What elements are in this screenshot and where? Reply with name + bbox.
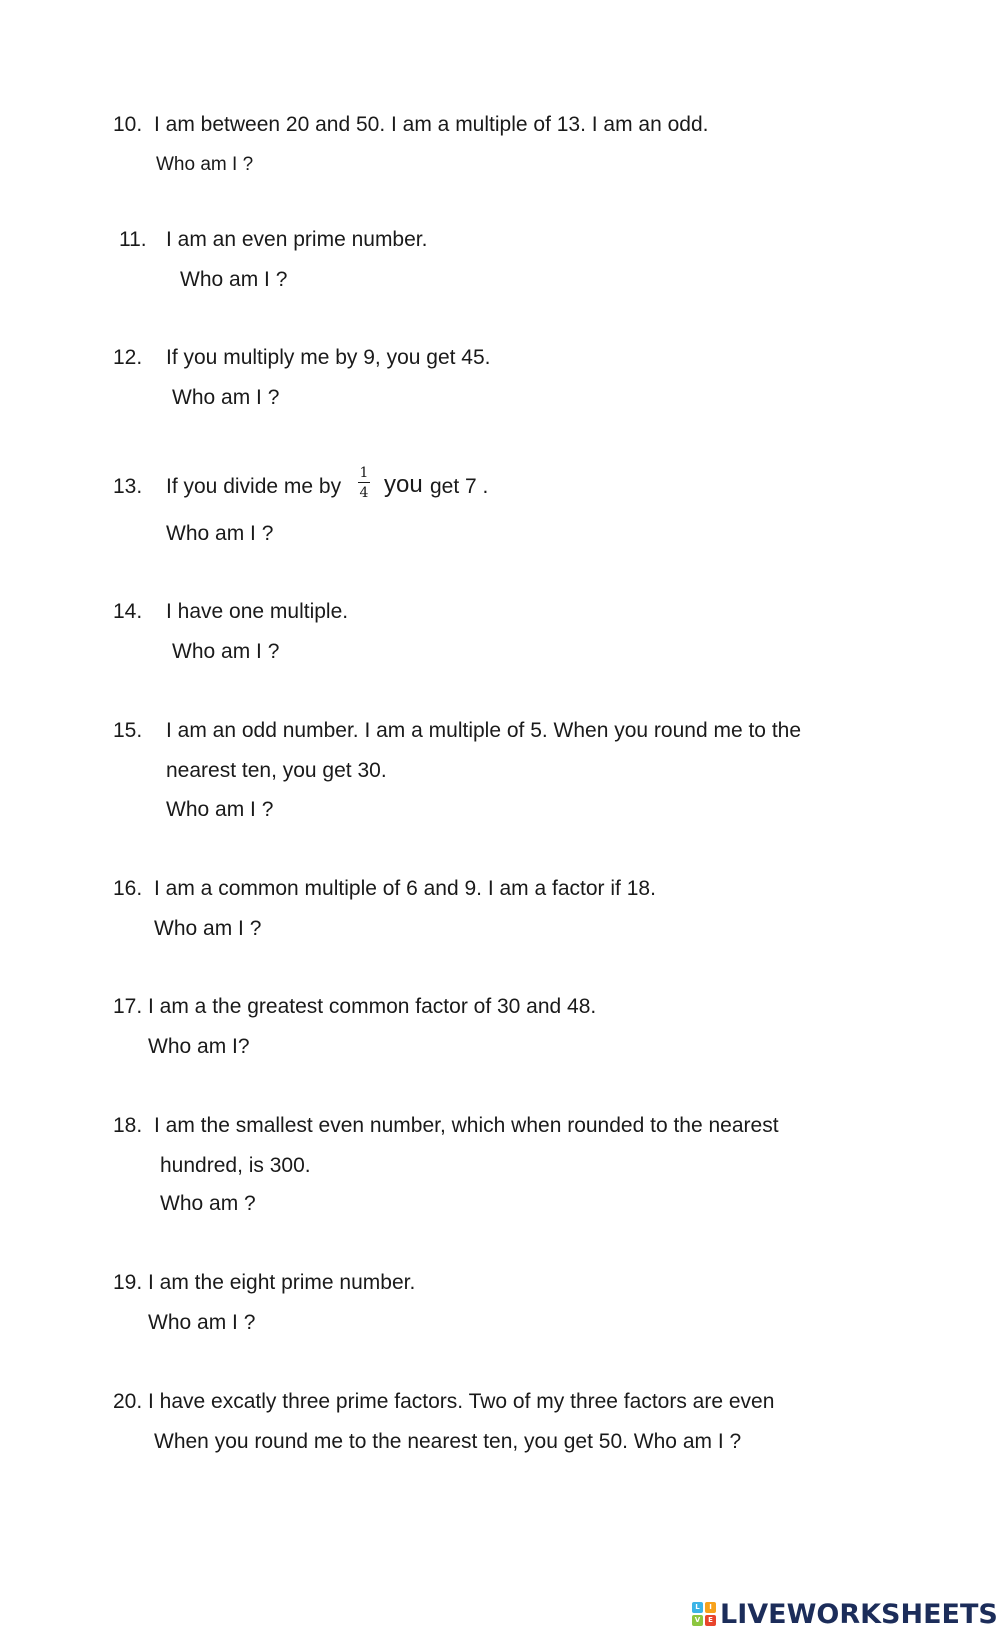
q11-text: I am an even prime number. [166, 228, 428, 251]
q16-number: 16. [113, 877, 143, 900]
logo-blocks-icon [692, 1602, 716, 1626]
q18-text-line2: hundred, is 300. [160, 1154, 311, 1177]
q13-text: If you divide me by [166, 475, 342, 498]
q16-who: Who am I ? [154, 917, 262, 940]
q19-who: Who am I ? [148, 1311, 256, 1334]
q17-who: Who am I? [148, 1035, 250, 1058]
logo-text: LIVEWORKSHEETS [720, 1598, 998, 1630]
q13-text-end: get 7 . [430, 475, 489, 498]
q10-who: Who am I ? [156, 154, 254, 175]
q18-number: 18. [113, 1114, 143, 1137]
q12-number: 12. [113, 346, 143, 369]
logo-block-i: I [705, 1602, 716, 1613]
q20-text-line2: When you round me to the nearest ten, you get 50. Who am I ? [154, 1430, 742, 1453]
logo-block-l: L [692, 1602, 703, 1613]
q14-text: I have one multiple. [166, 600, 349, 623]
q15-who: Who am I ? [166, 798, 274, 821]
q18-text: I am the smallest even number, which when rounded to the nearest [154, 1114, 779, 1137]
q19-number: 19. [113, 1271, 143, 1294]
q15-text: I am an odd number. I am a multiple of 5. When you round me to the [166, 719, 802, 742]
q13-who: Who am I ? [166, 522, 274, 545]
q20-text: I have excatly three prime factors. Two of my three factors are even [148, 1390, 775, 1413]
fraction-denominator: 4 [359, 485, 369, 501]
logo-block-v: V [692, 1615, 703, 1626]
q11-number: 11. [119, 228, 147, 251]
q14-number: 14. [113, 600, 143, 623]
q19-text: I am the eight prime number. [148, 1271, 416, 1294]
q10-text: I am between 20 and 50. I am a multiple of 13. I am an odd. [154, 113, 709, 136]
fraction-bar [358, 482, 370, 483]
q17-number: 17. [113, 995, 143, 1018]
liveworksheets-logo[interactable] [692, 1597, 998, 1631]
q13-number: 13. [113, 475, 143, 498]
logo-block-e: E [705, 1615, 716, 1626]
q18-who: Who am ? [160, 1192, 256, 1215]
q16-text: I am a common multiple of 6 and 9. I am a factor if 18. [154, 877, 656, 900]
q20-number: 20. [113, 1390, 143, 1413]
q15-text-line2: nearest ten, you get 30. [166, 759, 387, 782]
q15-number: 15. [113, 719, 143, 742]
fraction-numerator: 1 [359, 465, 369, 481]
q12-who: Who am I ? [172, 386, 280, 409]
q10-number: 10. [113, 113, 143, 136]
q14-who: Who am I ? [172, 640, 280, 663]
q17-text: I am a the greatest common factor of 30 and 48. [148, 995, 597, 1018]
q13-you: you [384, 471, 423, 498]
q12-text: If you multiply me by 9, you get 45. [166, 346, 491, 369]
q11-who: Who am I ? [180, 268, 288, 291]
